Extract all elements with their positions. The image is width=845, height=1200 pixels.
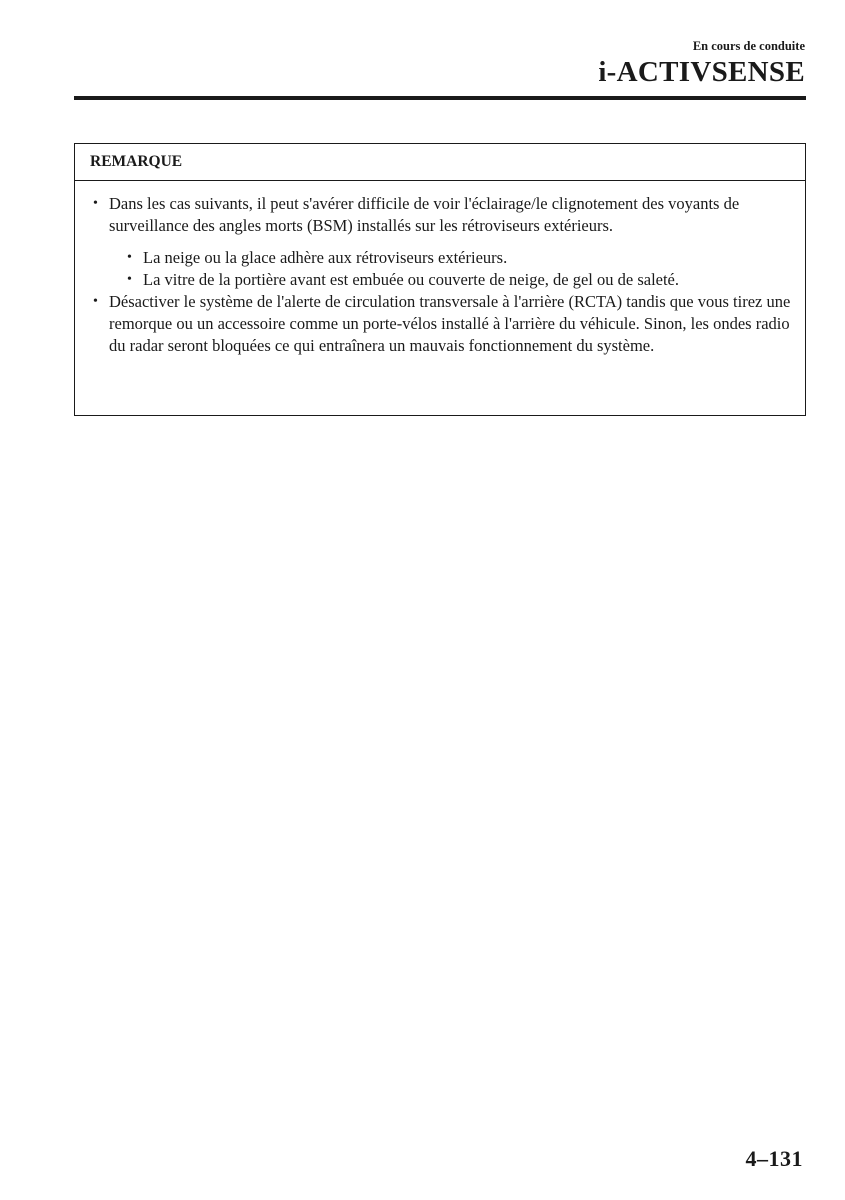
note-item [87, 291, 793, 357]
bullet-glyph: • [127, 272, 132, 287]
note-subitem-text: La vitre de la portière avant est embuée ou couverte de neige, de gel ou de saleté. [143, 270, 680, 289]
note-sublist-wrapper [87, 247, 793, 291]
note-subitem-text: La neige ou la glace adhère aux rétroviseurs extérieurs. [143, 248, 508, 267]
note-body [75, 181, 805, 357]
bullet-glyph: • [93, 294, 98, 309]
note-subitem [127, 269, 793, 291]
chapter-title: i-ACTIVSENSE [598, 56, 805, 88]
note-item-text: Dans les cas suivants, il peut s'avérer difficile de voir l'éclairage/le clignotement des voyants de surveillance des angles morts (BSM) installés sur les rétroviseurs extérieurs. [109, 194, 740, 235]
header-rule [74, 96, 806, 100]
page-header [598, 38, 805, 88]
note-sublist [109, 247, 793, 291]
bullet-glyph: • [127, 250, 132, 265]
note-item [87, 193, 793, 237]
note-box [74, 143, 806, 416]
page-number: 4–131 [745, 1146, 803, 1171]
note-heading: REMARQUE [75, 144, 805, 181]
note-item-text: Désactiver le système de l'alerte de circulation transversale à l'arrière (RCTA) tandis que vous tirez une remorque ou un accessoire comme un porte-vélos installé à l'arrière du véhicule. Sinon, les ondes radio du radar seront bloquées ce qui entraînera un mauvais fonctionnement du système. [109, 292, 791, 355]
bullet-glyph: • [93, 196, 98, 211]
note-subitem [127, 247, 793, 269]
section-label: En cours de conduite [692, 39, 805, 53]
